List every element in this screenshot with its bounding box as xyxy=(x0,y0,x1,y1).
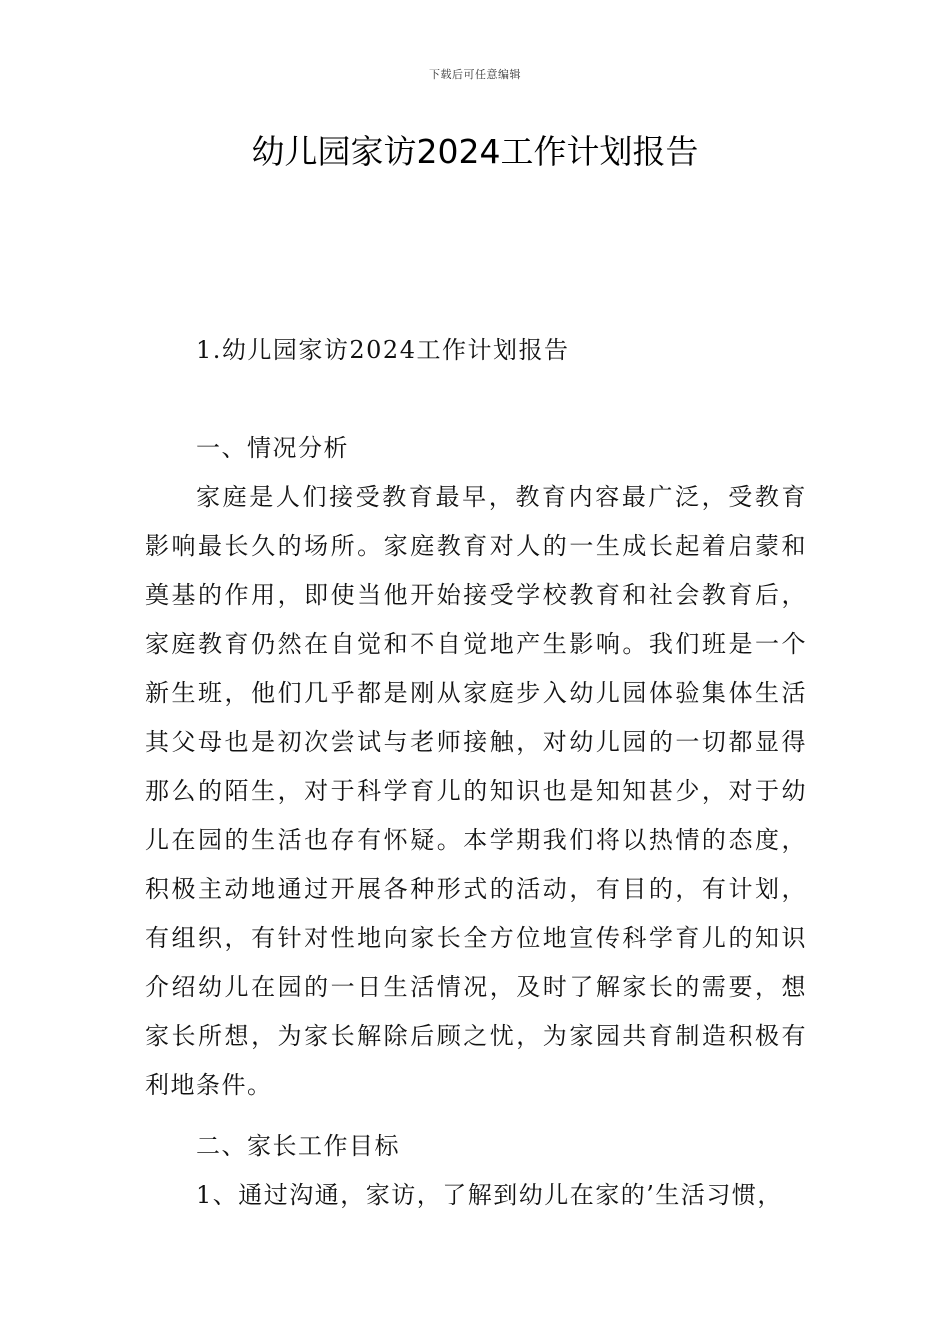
header-note: 下载后可任意编辑 xyxy=(429,68,521,81)
paragraph-goal-1: 1、通过沟通，家访，了解到幼儿在家的’生活习惯， xyxy=(196,1181,783,1209)
paragraph-situation-analysis: 家庭是人们接受教育最早，教育内容最广泛，受教育影响最长久的场所。家庭教育对人的一生成长起着启蒙和奠基的作用，即使当他开始接受学校教育和社会教育后，家庭教育仍然在自觉和不自觉地产生影响。我们班是一个新生班，他们几乎都是刚从家庭步入幼儿园体验集体生活其父母也是初次尝试与老师接触，对幼儿园的一切都显得那么的陌生，对于科学育儿的知识也是知知甚少，对于幼儿在园的生活也存有怀疑。本学期我们将以热情的态度，积极主动地通过开展各种形式的活动，有目的，有计划，有组织，有针对性地向家长全方位地宣传科学育儿的知识介绍幼儿在园的一日生活情况，及时了解家长的需要，想家长所想，为家长解除后顾之忧，为家园共育制造积极有利地条件。 xyxy=(145,483,807,1099)
section-title: 1.幼儿园家访2024工作计划报告 xyxy=(196,336,570,364)
heading-parent-work-goals: 二、家长工作目标 xyxy=(196,1132,400,1160)
heading-situation-analysis: 一、情况分析 xyxy=(196,434,349,462)
document-title: 幼儿园家访2024工作计划报告 xyxy=(251,132,699,171)
